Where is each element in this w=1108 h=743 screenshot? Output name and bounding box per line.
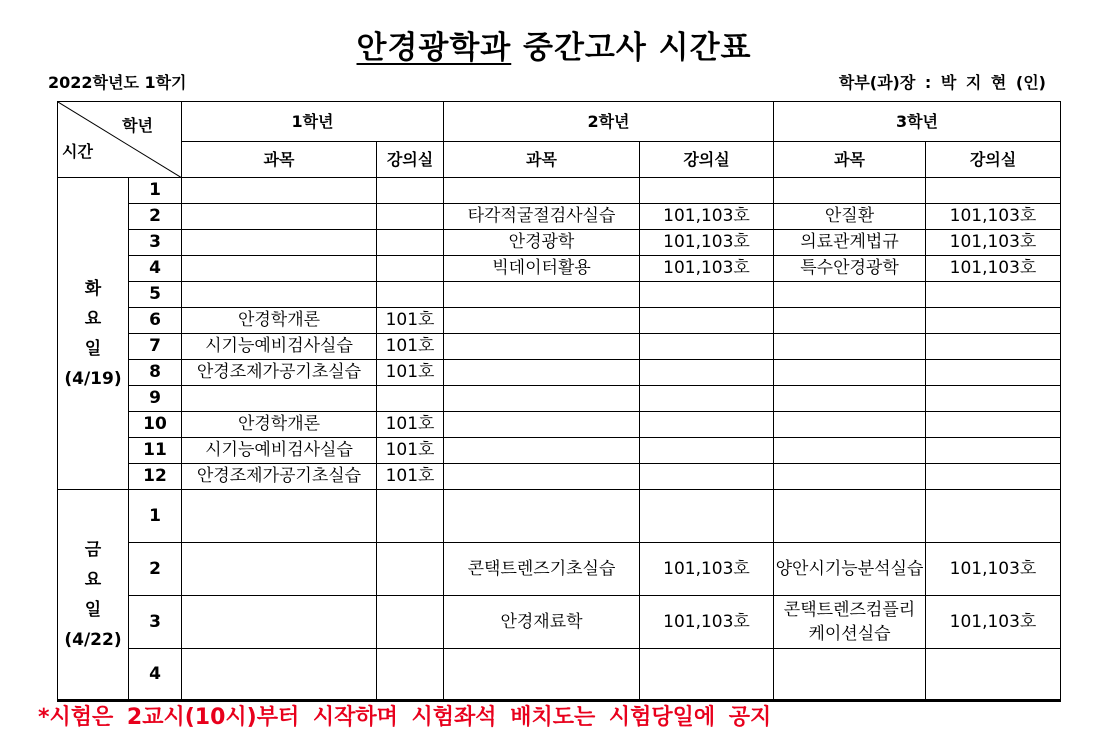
semester-label: 2022학년도 1학기 (48, 73, 187, 92)
day-char: 금 (84, 539, 102, 560)
y2-subject (444, 649, 640, 701)
y1-room (377, 596, 444, 649)
y3-room: 101,103호 (926, 256, 1061, 282)
y3-room (926, 178, 1061, 204)
y1-room (377, 178, 444, 204)
day-char: 요 (84, 569, 102, 590)
y3-room (926, 360, 1061, 386)
y3-subject (774, 282, 926, 308)
period-number: 10 (129, 412, 182, 438)
y2-room (640, 282, 774, 308)
y3-subject (774, 464, 926, 490)
y3-subject (774, 490, 926, 543)
page-title (0, 22, 1108, 67)
y1-subject (182, 256, 377, 282)
y3-room: 101,103호 (926, 596, 1061, 649)
y3-room (926, 412, 1061, 438)
period-number: 12 (129, 464, 182, 490)
y3-subject (774, 386, 926, 412)
day-date: (4/22) (64, 629, 122, 650)
y3-subject: 특수안경광학 (774, 256, 926, 282)
y2-subject (444, 412, 640, 438)
y2-subject (444, 438, 640, 464)
y1-room: 101호 (377, 464, 444, 490)
y3-room (926, 490, 1061, 543)
y1-room (377, 204, 444, 230)
y1-subject (182, 543, 377, 596)
y1-subject (182, 490, 377, 543)
y3-room-header: 강의실 (926, 142, 1061, 178)
day-label-tuesday (58, 178, 129, 490)
y2-subject (444, 178, 640, 204)
y3-subject (774, 649, 926, 701)
y2-subject (444, 334, 640, 360)
y2-room: 101,103호 (640, 543, 774, 596)
y1-room (377, 230, 444, 256)
y2-room (640, 438, 774, 464)
y3-room (926, 308, 1061, 334)
y1-room: 101호 (377, 438, 444, 464)
y3-subject: 안질환 (774, 204, 926, 230)
y3-room (926, 334, 1061, 360)
y3-subject (774, 334, 926, 360)
exam-timetable (57, 101, 1061, 702)
y2-room (640, 308, 774, 334)
y1-subject (182, 596, 377, 649)
y3-room (926, 438, 1061, 464)
y3-subject: 의료관계법규 (774, 230, 926, 256)
y1-subject (182, 204, 377, 230)
y3-subject (774, 178, 926, 204)
y2-room (640, 334, 774, 360)
y1-room (377, 386, 444, 412)
y1-room (377, 490, 444, 543)
period-number: 3 (129, 230, 182, 256)
period-number: 5 (129, 282, 182, 308)
day-char: 화 (84, 278, 102, 299)
y1-subject: 시기능예비검사실습 (182, 334, 377, 360)
y2-subject: 빅데이터활용 (444, 256, 640, 282)
y2-room (640, 490, 774, 543)
y1-room: 101호 (377, 334, 444, 360)
y1-subject: 안경조제가공기초실습 (182, 464, 377, 490)
y1-subject (182, 386, 377, 412)
period-number: 1 (129, 178, 182, 204)
y2-room-header: 강의실 (640, 142, 774, 178)
y1-room: 101호 (377, 308, 444, 334)
y1-room (377, 543, 444, 596)
title-department: 안경광학과 (356, 30, 512, 66)
y2-subject (444, 464, 640, 490)
y3-room (926, 282, 1061, 308)
y2-room (640, 360, 774, 386)
y3-room: 101,103호 (926, 543, 1061, 596)
y2-subject (444, 386, 640, 412)
year-3-header: 3학년 (774, 102, 1061, 142)
period-number: 4 (129, 256, 182, 282)
y1-subject: 시기능예비검사실습 (182, 438, 377, 464)
y2-subject: 안경광학 (444, 230, 640, 256)
head-signature: 학부(과)장 : 박 지 현 (인) (838, 73, 1046, 92)
y3-subject-header: 과목 (774, 142, 926, 178)
period-number: 7 (129, 334, 182, 360)
y2-subject: 안경재료학 (444, 596, 640, 649)
period-number: 9 (129, 386, 182, 412)
y2-room (640, 386, 774, 412)
y1-room (377, 282, 444, 308)
y1-room: 101호 (377, 360, 444, 386)
period-number: 6 (129, 308, 182, 334)
y3-room (926, 464, 1061, 490)
y3-room: 101,103호 (926, 204, 1061, 230)
y2-subject: 타각적굴절검사실습 (444, 204, 640, 230)
day-char: 일 (84, 599, 102, 620)
y2-room: 101,103호 (640, 256, 774, 282)
y2-room (640, 464, 774, 490)
year-2-header: 2학년 (444, 102, 774, 142)
y2-room (640, 412, 774, 438)
corner-grade-label: 학년 (122, 116, 153, 135)
y3-room (926, 649, 1061, 701)
y1-subject (182, 649, 377, 701)
period-number: 4 (129, 649, 182, 701)
y2-room: 101,103호 (640, 596, 774, 649)
period-number: 2 (129, 543, 182, 596)
y2-subject: 콘택트렌즈기초실습 (444, 543, 640, 596)
y1-subject: 안경학개론 (182, 308, 377, 334)
period-number: 11 (129, 438, 182, 464)
day-label-friday (58, 490, 129, 701)
day-date: (4/19) (64, 368, 122, 389)
day-char: 일 (84, 338, 102, 359)
y2-room: 101,103호 (640, 204, 774, 230)
y1-subject: 안경학개론 (182, 412, 377, 438)
y1-subject (182, 230, 377, 256)
corner-diagonal (58, 102, 182, 178)
y1-subject-header: 과목 (182, 142, 377, 178)
y1-room (377, 649, 444, 701)
y1-subject (182, 282, 377, 308)
y3-subject (774, 412, 926, 438)
period-number: 8 (129, 360, 182, 386)
y1-room: 101호 (377, 412, 444, 438)
year-1-header: 1학년 (182, 102, 444, 142)
y3-subject (774, 308, 926, 334)
exam-notice: *시험은 2교시(10시)부터 시작하며 시험좌석 배치도는 시험당일에 공지 (38, 705, 772, 730)
y1-room (377, 256, 444, 282)
y3-subject (774, 438, 926, 464)
y2-room (640, 649, 774, 701)
y1-subject (182, 178, 377, 204)
y2-subject (444, 282, 640, 308)
y2-subject (444, 490, 640, 543)
y2-subject-header: 과목 (444, 142, 640, 178)
corner-time-label: 시간 (62, 142, 93, 161)
y3-subject (774, 360, 926, 386)
y3-room: 101,103호 (926, 230, 1061, 256)
period-number: 3 (129, 596, 182, 649)
header-corner (58, 102, 182, 178)
y2-subject (444, 360, 640, 386)
y3-room (926, 386, 1061, 412)
y1-subject: 안경조제가공기초실습 (182, 360, 377, 386)
period-number: 2 (129, 204, 182, 230)
y3-subject: 양안시기능분석실습 (774, 543, 926, 596)
y1-room-header: 강의실 (377, 142, 444, 178)
y2-subject (444, 308, 640, 334)
y3-subject: 콘택트렌즈컴플리 케이션실습 (774, 596, 926, 649)
y2-room (640, 178, 774, 204)
title-rest: 중간고사 시간표 (511, 30, 752, 66)
y2-room: 101,103호 (640, 230, 774, 256)
period-number: 1 (129, 490, 182, 543)
day-char: 요 (84, 308, 102, 329)
